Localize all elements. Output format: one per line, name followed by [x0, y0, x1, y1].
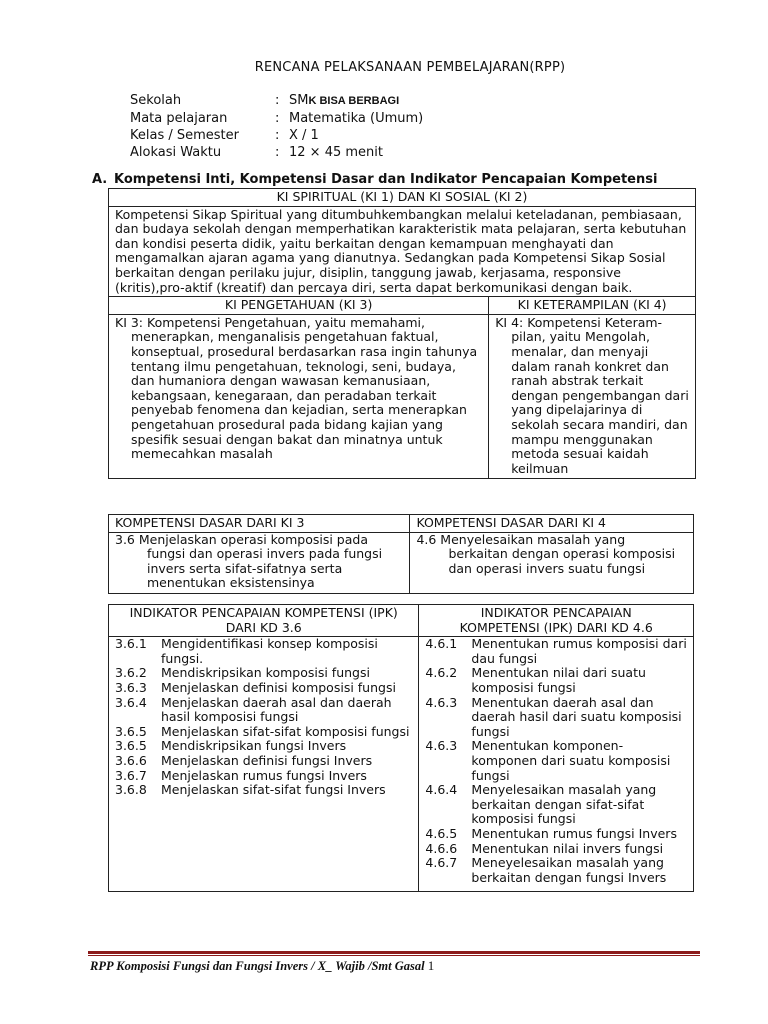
indicator-text: Menjelaskan rumus fungsi Invers	[161, 767, 367, 783]
footer-text: RPP Komposisi Fungsi dan Fungsi Invers / X_ Wajib /Smt Gasal	[90, 959, 425, 973]
list-item	[425, 783, 687, 827]
indicator-number: 3.6.4	[115, 694, 147, 710]
indicator-text: Menentukan komponen-komponen dari suatu komposisi fungsi	[471, 738, 671, 783]
meta-label: Alokasi Waktu	[130, 145, 222, 160]
meta-value: Matematika (Umum)	[289, 111, 424, 126]
indicator-number: 4.6.5	[425, 825, 458, 841]
meta-separator: :	[275, 111, 280, 126]
ki-table	[108, 188, 696, 479]
section-title: Kompetensi Inti, Kompetensi Dasar dan Indikator Pencapaian Kompetensi	[114, 172, 658, 187]
list-item	[425, 856, 687, 885]
table-row	[109, 532, 694, 593]
indicator-text: Menjelaskan sifat-sifat fungsi Invers	[161, 782, 386, 798]
indicator-text: Meneyelesaikan masalah yang berkaitan dengan fungsi Invers	[471, 855, 667, 885]
indicator-text: Mengidentifikasi konsep komposisi fungsi.	[161, 636, 378, 666]
kd3-header: KOMPETENSI DASAR DARI KI 3	[109, 515, 410, 533]
school-name: K BISA BERBAGI	[308, 95, 400, 107]
meta-label: Kelas / Semester	[130, 128, 239, 143]
indicator-text: Menentukan nilai dari suatu komposisi fungsi	[471, 665, 646, 695]
meta-value: 12 × 45 menit	[289, 145, 383, 160]
meta-row-alokasi-waktu	[130, 144, 423, 161]
ipk-kd36-list	[109, 637, 419, 892]
section-a-heading	[92, 172, 657, 187]
table-row	[109, 637, 694, 892]
indicator-text: Menjelaskan definisi fungsi Invers	[161, 752, 373, 768]
page-number: 1	[427, 958, 435, 973]
list-item	[425, 827, 687, 842]
kd3-text: 3.6 Menjelaskan operasi komposisi pada fungsi dan operasi invers pada fungsi invers serta sifat-sifatnya serta menentukan eksistensinya	[115, 531, 383, 591]
footer-rule	[88, 951, 700, 954]
indicator-number: 3.6.3	[115, 679, 147, 695]
meta-row-mata-pelajaran	[130, 110, 423, 127]
indicator-number: 4.6.1	[425, 636, 458, 652]
ki3-header: KI PENGETAHUAN (KI 3)	[109, 297, 489, 315]
ipk-table	[108, 604, 694, 892]
indicator-number: 4.6.7	[425, 855, 458, 871]
indicator-number: 4.6.3	[425, 738, 458, 754]
list-item	[425, 696, 687, 740]
ipk-kd36-header: INDIKATOR PENCAPAIAN KOMPETENSI (IPK) DARI KD 3.6	[109, 605, 419, 637]
list-item	[115, 725, 412, 740]
indicator-number: 3.6.1	[115, 636, 147, 652]
meta-row-kelas-semester	[130, 127, 423, 144]
indicator-number: 3.6.8	[115, 782, 147, 798]
meta-separator: :	[275, 93, 280, 108]
meta-label: Mata pelajaran	[130, 111, 228, 126]
meta-value	[289, 92, 399, 110]
ki4-text: KI 4: Kompetensi Keteram-pilan, yaitu Mengolah, menalar, dan menyaji dalam ranah konkret dan ranah abstrak terkait dengan pengembangan dari yang dipelajarinya di sekolah secara mandiri, dan mampu menggunakan metoda sesuai kaidah keilmuan	[495, 314, 689, 476]
indicator-text: Mendiskripsikan fungsi Invers	[161, 738, 347, 754]
list-item	[425, 739, 687, 783]
meta-separator: :	[275, 128, 280, 143]
kd-table	[108, 514, 694, 594]
indicator-number: 4.6.2	[425, 665, 458, 681]
indicator-number: 3.6.6	[115, 752, 147, 768]
indicator-text: Menjelaskan sifat-sifat komposisi fungsi	[161, 723, 410, 739]
table-row	[109, 189, 696, 207]
list-item	[425, 637, 687, 666]
ipk-kd46-header: INDIKATOR PENCAPAIAN KOMPETENSI (IPK) DARI KD 4.6	[419, 605, 694, 637]
indicator-text: Menentukan rumus fungsi Invers	[471, 825, 677, 841]
ki4-header: KI KETERAMPILAN (KI 4)	[489, 297, 696, 315]
indicator-text: Mendiskripsikan komposisi fungsi	[161, 665, 370, 681]
meta-value-prefix: SM	[289, 93, 309, 108]
table-row	[109, 515, 694, 533]
list-item	[115, 783, 412, 798]
indicator-number: 4.6.3	[425, 694, 458, 710]
indicator-text: Menyelesaikan masalah yang berkaitan dengan sifat-sifat komposisi fungsi	[471, 782, 657, 827]
list-item	[115, 681, 412, 696]
indicator-text: Menentukan nilai invers fungsi	[471, 840, 664, 856]
table-row	[109, 605, 694, 637]
indicator-number: 4.6.6	[425, 840, 458, 856]
indicator-number: 3.6.5	[115, 738, 147, 754]
indicator-number: 3.6.7	[115, 767, 147, 783]
list-item	[425, 842, 687, 857]
ki-spiritual-text: Kompetensi Sikap Spiritual yang ditumbuhkembangkan melalui keteladanan, pembiasaan, dan budaya sekolah dengan memperhatikan karakteristik mata pelajaran, serta kebutuhan dan kondisi peserta didik, yaitu berkaitan dengan kemampuan menghayati dan mengamalkan ajaran agama yang dianutnya. Sedangkan pada Kompetensi Sikap Sosial berkaitan dengan perilaku jujur, disiplin, tanggung jawab, kerjasama, responsive (kritis),pro-aktif (kreatif) dan percaya diri, serta dapat berkomunikasi dengan baik.	[109, 206, 696, 297]
indicator-text: Menentukan daerah asal dan daerah hasil dari suatu komposisi fungsi	[471, 694, 682, 739]
meta-separator: :	[275, 145, 280, 160]
ki3-text: KI 3: Kompetensi Pengetahuan, yaitu memahami, menerapkan, menganalisis pengetahuan faktual, konseptual, prosedural berdasarkan rasa ingin tahunya tentang ilmu pengetahuan, teknologi, seni, budaya, dan humaniora dengan wawasan kemanusiaan, kebangsaan, kenegaraan, dan peradaban terkait penyebab fenomena dan kejadian, serta menerapkan pengetahuan prosedural pada bidang kajian yang spesifik sesuai dengan bakat dan minatnya untuk memecahkan masalah	[115, 314, 478, 462]
indicator-text: Menjelaskan definisi komposisi fungsi	[161, 679, 396, 695]
document-title: RENCANA PELAKSANAAN PEMBELAJARAN(RPP)	[254, 60, 566, 75]
meta-value: X / 1	[289, 128, 319, 143]
indicator-number: 3.6.5	[115, 723, 147, 739]
kd4-text: 4.6 Menyelesaikan masalah yang berkaitan dengan operasi komposisi dan operasi invers suatu fungsi	[416, 531, 676, 576]
footer-rule-thin	[88, 955, 700, 956]
table-row	[109, 314, 696, 479]
list-item	[115, 739, 412, 754]
ki-spiritual-header: KI SPIRITUAL (KI 1) DAN KI SOSIAL (KI 2)	[109, 189, 696, 207]
list-item	[425, 666, 687, 695]
document-meta	[130, 92, 423, 161]
table-row	[109, 206, 696, 297]
table-row	[109, 297, 696, 315]
ipk-kd46-list	[419, 637, 694, 892]
kd4-header: KOMPETENSI DASAR DARI KI 4	[410, 515, 694, 533]
list-item	[115, 637, 412, 666]
list-item	[115, 696, 412, 725]
meta-label: Sekolah	[130, 93, 182, 108]
indicator-number: 3.6.2	[115, 665, 147, 681]
indicator-text: Menentukan rumus komposisi dari dau fungsi	[471, 636, 687, 666]
indicator-text: Menjelaskan daerah asal dan daerah hasil komposisi fungsi	[161, 694, 392, 725]
list-item	[115, 754, 412, 769]
section-letter: A.	[92, 172, 108, 187]
meta-row-sekolah	[130, 92, 423, 110]
indicator-number: 4.6.4	[425, 782, 458, 798]
page-footer	[90, 958, 434, 974]
list-item	[115, 666, 412, 681]
list-item	[115, 769, 412, 784]
